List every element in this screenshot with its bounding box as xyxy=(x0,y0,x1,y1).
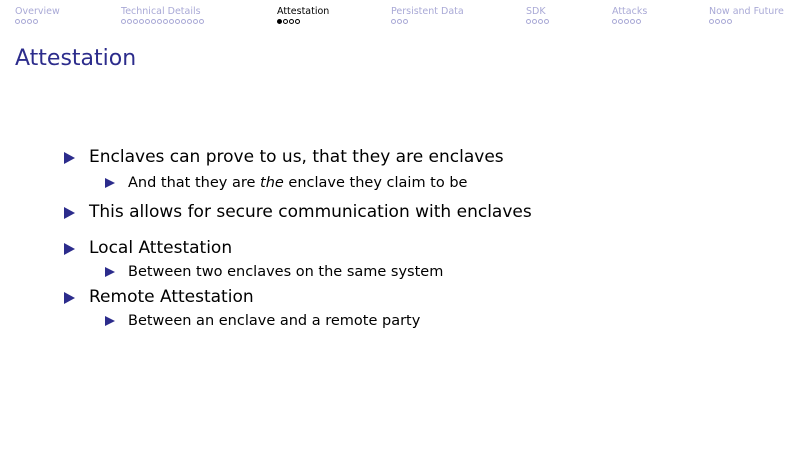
bullet-item xyxy=(64,201,764,223)
nav-dot[interactable] xyxy=(403,19,408,24)
nav-section-overview[interactable] xyxy=(15,6,60,27)
nav-dot[interactable] xyxy=(33,19,38,24)
nav-section-dots xyxy=(121,18,205,27)
bullet-triangle-icon xyxy=(105,316,115,326)
nav-dot[interactable] xyxy=(199,19,204,24)
sub-bullet-text-emphasis: the xyxy=(260,175,284,191)
slide-content xyxy=(64,146,764,331)
nav-dot[interactable] xyxy=(397,19,402,24)
nav-section-dots xyxy=(709,18,784,27)
bullet-triangle-icon xyxy=(64,292,75,304)
nav-dot[interactable] xyxy=(163,19,168,24)
nav-dot[interactable] xyxy=(127,19,132,24)
sub-bullet-item xyxy=(64,173,764,193)
bullet-text: This allows for secure communication with enclaves xyxy=(89,202,532,222)
nav-dot[interactable] xyxy=(618,19,623,24)
nav-dot[interactable] xyxy=(193,19,198,24)
bullet-text: Local Attestation xyxy=(89,238,233,258)
nav-dot[interactable] xyxy=(612,19,617,24)
bullet-triangle-icon xyxy=(64,207,75,219)
nav-dot[interactable] xyxy=(630,19,635,24)
spacer xyxy=(64,223,764,237)
slide-title: Attestation xyxy=(15,46,137,71)
nav-dot[interactable] xyxy=(283,19,288,24)
nav-dot[interactable] xyxy=(721,19,726,24)
nav-section-label: Now and Future xyxy=(709,6,784,17)
sub-bullet-text: Between an enclave and a remote party xyxy=(128,313,421,329)
sub-bullet-text-post: enclave they claim to be xyxy=(283,175,468,191)
nav-dot[interactable] xyxy=(636,19,641,24)
nav-dot[interactable] xyxy=(727,19,732,24)
nav-dot[interactable] xyxy=(21,19,26,24)
nav-dot[interactable] xyxy=(121,19,126,24)
bullet-triangle-icon xyxy=(105,178,115,188)
nav-dot[interactable] xyxy=(181,19,186,24)
nav-dot[interactable] xyxy=(187,19,192,24)
sub-bullet-item xyxy=(64,311,764,331)
nav-section-label: Overview xyxy=(15,6,60,17)
bullet-item xyxy=(64,237,764,259)
nav-dot[interactable] xyxy=(289,19,294,24)
nav-section-persistent-data[interactable] xyxy=(391,6,464,27)
bullet-triangle-icon xyxy=(64,152,75,164)
nav-section-dots xyxy=(15,18,60,27)
nav-dot[interactable] xyxy=(175,19,180,24)
sub-bullet-item xyxy=(64,262,764,282)
sub-bullet-text-pre: And that they are xyxy=(128,175,261,191)
nav-section-now-and-future[interactable] xyxy=(709,6,784,27)
sub-bullet-text: Between two enclaves on the same system xyxy=(128,264,444,280)
nav-section-label: Attacks xyxy=(612,6,648,17)
nav-section-label: Attestation xyxy=(277,6,330,17)
nav-dot[interactable] xyxy=(709,19,714,24)
section-navigation xyxy=(0,0,800,34)
nav-dot[interactable] xyxy=(715,19,720,24)
nav-section-label: SDK xyxy=(526,6,546,17)
nav-section-attacks[interactable] xyxy=(612,6,647,27)
bullet-item xyxy=(64,146,764,168)
nav-dot[interactable] xyxy=(139,19,144,24)
nav-section-sdk[interactable] xyxy=(526,6,550,27)
nav-dot[interactable] xyxy=(538,19,543,24)
nav-dot[interactable] xyxy=(277,19,282,24)
nav-dot[interactable] xyxy=(157,19,162,24)
nav-dot[interactable] xyxy=(27,19,32,24)
nav-section-dots xyxy=(277,18,329,27)
bullet-item xyxy=(64,286,764,308)
nav-section-dots xyxy=(612,18,647,27)
nav-dot[interactable] xyxy=(391,19,396,24)
nav-section-attestation[interactable] xyxy=(277,6,329,27)
bullet-triangle-icon xyxy=(105,267,115,277)
nav-dot[interactable] xyxy=(145,19,150,24)
nav-dot[interactable] xyxy=(169,19,174,24)
bullet-text: Remote Attestation xyxy=(89,287,254,307)
nav-dot[interactable] xyxy=(624,19,629,24)
bullet-text: Enclaves can prove to us, that they are enclaves xyxy=(89,147,504,167)
nav-section-label: Persistent Data xyxy=(391,6,464,17)
nav-section-technical-details[interactable] xyxy=(121,6,205,27)
nav-section-label: Technical Details xyxy=(121,6,201,17)
nav-dot[interactable] xyxy=(295,19,300,24)
nav-dot[interactable] xyxy=(151,19,156,24)
nav-section-dots xyxy=(526,18,550,27)
nav-section-dots xyxy=(391,18,464,27)
nav-dot[interactable] xyxy=(15,19,20,24)
spacer xyxy=(64,193,764,201)
nav-dot[interactable] xyxy=(526,19,531,24)
nav-dot[interactable] xyxy=(532,19,537,24)
bullet-triangle-icon xyxy=(64,243,75,255)
nav-dot[interactable] xyxy=(544,19,549,24)
nav-dot[interactable] xyxy=(133,19,138,24)
